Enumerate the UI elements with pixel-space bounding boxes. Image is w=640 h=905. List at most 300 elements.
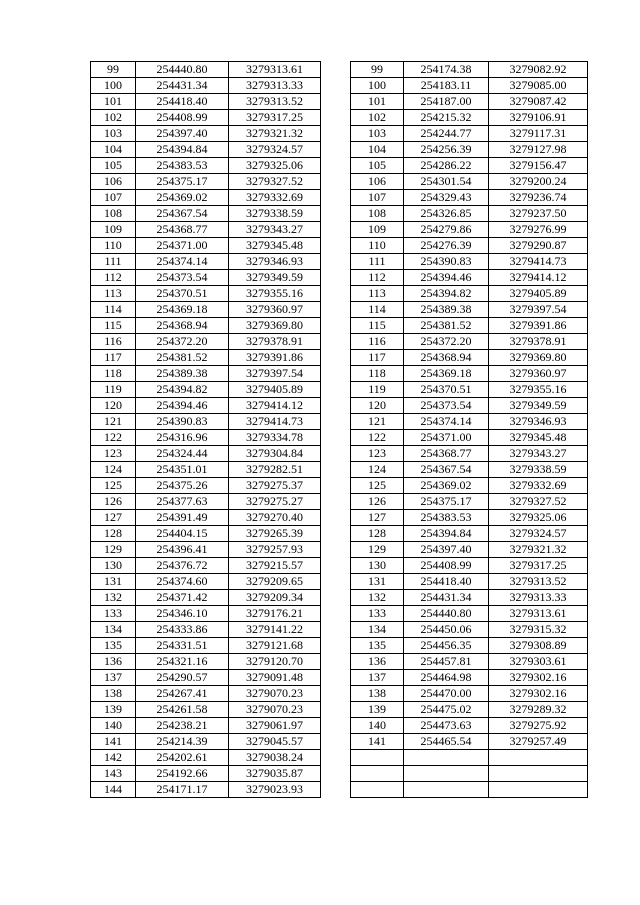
table-row: [351, 238, 588, 254]
x-coordinate-cell: 254473.63: [404, 718, 489, 734]
y-coordinate-cell: 3279327.52: [229, 174, 321, 190]
y-coordinate-cell: 3279321.32: [229, 126, 321, 142]
x-coordinate-cell: 254375.17: [404, 494, 489, 510]
x-coordinate-cell: 254316.96: [136, 430, 229, 446]
y-coordinate-cell: 3279414.73: [229, 414, 321, 430]
point-number-cell: 106: [351, 174, 404, 190]
x-coordinate-cell: 254279.86: [404, 222, 489, 238]
point-number-cell: 126: [351, 494, 404, 510]
y-coordinate-cell: 3279338.59: [229, 206, 321, 222]
y-coordinate-cell: [489, 782, 588, 798]
x-coordinate-cell: 254397.40: [404, 542, 489, 558]
y-coordinate-cell: 3279200.24: [489, 174, 588, 190]
x-coordinate-cell: 254394.82: [136, 382, 229, 398]
point-number-cell: 126: [91, 494, 136, 510]
x-coordinate-cell: 254394.84: [136, 142, 229, 158]
table-row: [91, 734, 321, 750]
x-coordinate-cell: 254369.18: [136, 302, 229, 318]
x-coordinate-cell: 254244.77: [404, 126, 489, 142]
table-row: [91, 462, 321, 478]
x-coordinate-cell: 254326.85: [404, 206, 489, 222]
table-row: [351, 302, 588, 318]
table-row: [351, 622, 588, 638]
y-coordinate-cell: 3279360.97: [489, 366, 588, 382]
x-coordinate-cell: 254371.00: [136, 238, 229, 254]
table-row: [91, 190, 321, 206]
point-number-cell: 111: [91, 254, 136, 270]
x-coordinate-cell: 254396.41: [136, 542, 229, 558]
table-row: [91, 590, 321, 606]
x-coordinate-cell: 254372.20: [136, 334, 229, 350]
x-coordinate-cell: 254394.84: [404, 526, 489, 542]
point-number-cell: 139: [351, 702, 404, 718]
y-coordinate-cell: 3279324.57: [229, 142, 321, 158]
point-number-cell: 120: [351, 398, 404, 414]
x-coordinate-cell: 254321.16: [136, 654, 229, 670]
y-coordinate-cell: 3279035.87: [229, 766, 321, 782]
point-number-cell: 103: [351, 126, 404, 142]
x-coordinate-cell: 254374.14: [404, 414, 489, 430]
point-number-cell: 121: [91, 414, 136, 430]
table-row: [351, 94, 588, 110]
point-number-cell: 138: [351, 686, 404, 702]
table-row: [91, 606, 321, 622]
point-number-cell: 127: [91, 510, 136, 526]
point-number-cell: 118: [351, 366, 404, 382]
x-coordinate-cell: 254333.86: [136, 622, 229, 638]
point-number-cell: 116: [351, 334, 404, 350]
x-coordinate-cell: 254171.17: [136, 782, 229, 798]
x-coordinate-cell: 254256.39: [404, 142, 489, 158]
x-coordinate-cell: 254267.41: [136, 686, 229, 702]
table-row: [91, 334, 321, 350]
point-number-cell: 133: [91, 606, 136, 622]
x-coordinate-cell: 254371.00: [404, 430, 489, 446]
x-coordinate-cell: 254394.46: [136, 398, 229, 414]
point-number-cell: 128: [91, 526, 136, 542]
point-number-cell: 136: [351, 654, 404, 670]
point-number-cell: 136: [91, 654, 136, 670]
table-row: [351, 702, 588, 718]
point-number-cell: 104: [351, 142, 404, 158]
x-coordinate-cell: [404, 782, 489, 798]
y-coordinate-cell: 3279236.74: [489, 190, 588, 206]
x-coordinate-cell: 254390.83: [136, 414, 229, 430]
table-row: [351, 638, 588, 654]
point-number-cell: 112: [91, 270, 136, 286]
table-row: [351, 174, 588, 190]
table-row: [91, 302, 321, 318]
y-coordinate-cell: 3279414.73: [489, 254, 588, 270]
y-coordinate-cell: 3279209.34: [229, 590, 321, 606]
point-number-cell: 110: [351, 238, 404, 254]
point-number-cell: 128: [351, 526, 404, 542]
y-coordinate-cell: 3279345.48: [229, 238, 321, 254]
point-number-cell: 140: [351, 718, 404, 734]
table-row: [91, 702, 321, 718]
y-coordinate-cell: 3279276.99: [489, 222, 588, 238]
point-number-cell: 121: [351, 414, 404, 430]
x-coordinate-cell: 254368.77: [136, 222, 229, 238]
y-coordinate-cell: [489, 766, 588, 782]
table-row: [351, 190, 588, 206]
table-row: [91, 430, 321, 446]
point-number-cell: 112: [351, 270, 404, 286]
point-number-cell: 107: [91, 190, 136, 206]
point-number-cell: 138: [91, 686, 136, 702]
x-coordinate-cell: 254475.02: [404, 702, 489, 718]
point-number-cell: 113: [91, 286, 136, 302]
table-row: [91, 222, 321, 238]
table-row: [91, 622, 321, 638]
point-number-cell: 109: [91, 222, 136, 238]
point-number-cell: 119: [91, 382, 136, 398]
x-coordinate-cell: 254381.52: [404, 318, 489, 334]
x-coordinate-cell: 254457.81: [404, 654, 489, 670]
table-row: [351, 782, 588, 798]
y-coordinate-cell: 3279302.16: [489, 686, 588, 702]
x-coordinate-cell: 254368.77: [404, 446, 489, 462]
point-number-cell: [351, 782, 404, 798]
x-coordinate-cell: 254367.54: [136, 206, 229, 222]
table-row: [91, 174, 321, 190]
y-coordinate-cell: 3279038.24: [229, 750, 321, 766]
table-row: [91, 398, 321, 414]
table-row: [351, 462, 588, 478]
table-row: [351, 558, 588, 574]
y-coordinate-cell: 3279345.48: [489, 430, 588, 446]
x-coordinate-cell: 254373.54: [404, 398, 489, 414]
y-coordinate-cell: 3279082.92: [489, 62, 588, 78]
table-row: [91, 526, 321, 542]
x-coordinate-cell: 254440.80: [404, 606, 489, 622]
y-coordinate-cell: 3279289.32: [489, 702, 588, 718]
point-number-cell: [351, 766, 404, 782]
point-number-cell: 133: [351, 606, 404, 622]
y-coordinate-cell: 3279349.59: [489, 398, 588, 414]
point-number-cell: [351, 750, 404, 766]
table-row: [351, 158, 588, 174]
y-coordinate-cell: 3279091.48: [229, 670, 321, 686]
y-coordinate-cell: 3279121.68: [229, 638, 321, 654]
x-coordinate-cell: 254369.18: [404, 366, 489, 382]
table-row: [351, 430, 588, 446]
coordinates-table-right: [350, 61, 588, 798]
x-coordinate-cell: 254369.02: [136, 190, 229, 206]
y-coordinate-cell: 3279290.87: [489, 238, 588, 254]
y-coordinate-cell: 3279405.89: [229, 382, 321, 398]
x-coordinate-cell: 254375.17: [136, 174, 229, 190]
y-coordinate-cell: 3279405.89: [489, 286, 588, 302]
y-coordinate-cell: 3279313.61: [229, 62, 321, 78]
y-coordinate-cell: 3279302.16: [489, 670, 588, 686]
table-row: [91, 270, 321, 286]
coordinates-table-right-body: [351, 62, 588, 798]
point-number-cell: 123: [351, 446, 404, 462]
table-row: [351, 766, 588, 782]
y-coordinate-cell: 3279332.69: [489, 478, 588, 494]
x-coordinate-cell: 254408.99: [136, 110, 229, 126]
table-row: [351, 750, 588, 766]
point-number-cell: 144: [91, 782, 136, 798]
table-row: [351, 254, 588, 270]
y-coordinate-cell: 3279127.98: [489, 142, 588, 158]
table-row: [91, 750, 321, 766]
y-coordinate-cell: 3279391.86: [229, 350, 321, 366]
x-coordinate-cell: 254174.38: [404, 62, 489, 78]
y-coordinate-cell: 3279106.91: [489, 110, 588, 126]
table-row: [351, 526, 588, 542]
x-coordinate-cell: [404, 766, 489, 782]
x-coordinate-cell: 254374.14: [136, 254, 229, 270]
point-number-cell: 108: [351, 206, 404, 222]
y-coordinate-cell: 3279270.40: [229, 510, 321, 526]
table-row: [351, 574, 588, 590]
y-coordinate-cell: 3279397.54: [229, 366, 321, 382]
x-coordinate-cell: 254391.49: [136, 510, 229, 526]
point-number-cell: 105: [91, 158, 136, 174]
x-coordinate-cell: 254383.53: [404, 510, 489, 526]
point-number-cell: 135: [351, 638, 404, 654]
table-row: [91, 350, 321, 366]
x-coordinate-cell: 254183.11: [404, 78, 489, 94]
y-coordinate-cell: 3279346.93: [489, 414, 588, 430]
y-coordinate-cell: 3279313.33: [229, 78, 321, 94]
y-coordinate-cell: 3279070.23: [229, 686, 321, 702]
table-row: [91, 126, 321, 142]
table-row: [351, 398, 588, 414]
x-coordinate-cell: 254375.26: [136, 478, 229, 494]
point-number-cell: 125: [351, 478, 404, 494]
table-row: [351, 206, 588, 222]
x-coordinate-cell: 254431.34: [136, 78, 229, 94]
y-coordinate-cell: 3279343.27: [229, 222, 321, 238]
y-coordinate-cell: 3279391.86: [489, 318, 588, 334]
y-coordinate-cell: 3279141.22: [229, 622, 321, 638]
point-number-cell: 139: [91, 702, 136, 718]
y-coordinate-cell: 3279209.65: [229, 574, 321, 590]
y-coordinate-cell: 3279257.49: [489, 734, 588, 750]
point-number-cell: 142: [91, 750, 136, 766]
point-number-cell: 143: [91, 766, 136, 782]
x-coordinate-cell: 254324.44: [136, 446, 229, 462]
x-coordinate-cell: 254394.46: [404, 270, 489, 286]
x-coordinate-cell: 254369.02: [404, 478, 489, 494]
x-coordinate-cell: 254431.34: [404, 590, 489, 606]
y-coordinate-cell: 3279325.06: [229, 158, 321, 174]
point-number-cell: 115: [91, 318, 136, 334]
point-number-cell: 137: [91, 670, 136, 686]
table-row: [351, 350, 588, 366]
y-coordinate-cell: 3279325.06: [489, 510, 588, 526]
table-row: [91, 142, 321, 158]
x-coordinate-cell: 254367.54: [404, 462, 489, 478]
table-row: [351, 590, 588, 606]
x-coordinate-cell: 254346.10: [136, 606, 229, 622]
table-row: [91, 478, 321, 494]
x-coordinate-cell: 254215.32: [404, 110, 489, 126]
table-row: [351, 670, 588, 686]
point-number-cell: 137: [351, 670, 404, 686]
point-number-cell: 116: [91, 334, 136, 350]
y-coordinate-cell: 3279282.51: [229, 462, 321, 478]
point-number-cell: 115: [351, 318, 404, 334]
point-number-cell: 117: [351, 350, 404, 366]
table-row: [91, 766, 321, 782]
table-row: [351, 286, 588, 302]
x-coordinate-cell: 254376.72: [136, 558, 229, 574]
point-number-cell: 131: [351, 574, 404, 590]
x-coordinate-cell: 254187.00: [404, 94, 489, 110]
y-coordinate-cell: 3279304.84: [229, 446, 321, 462]
x-coordinate-cell: 254286.22: [404, 158, 489, 174]
y-coordinate-cell: 3279346.93: [229, 254, 321, 270]
table-row: [91, 782, 321, 798]
x-coordinate-cell: 254470.00: [404, 686, 489, 702]
x-coordinate-cell: 254238.21: [136, 718, 229, 734]
table-row: [351, 382, 588, 398]
x-coordinate-cell: 254374.60: [136, 574, 229, 590]
y-coordinate-cell: 3279117.31: [489, 126, 588, 142]
table-row: [91, 574, 321, 590]
y-coordinate-cell: 3279355.16: [229, 286, 321, 302]
y-coordinate-cell: 3279308.89: [489, 638, 588, 654]
x-coordinate-cell: 254394.82: [404, 286, 489, 302]
x-coordinate-cell: 254331.51: [136, 638, 229, 654]
y-coordinate-cell: 3279313.52: [489, 574, 588, 590]
x-coordinate-cell: 254276.39: [404, 238, 489, 254]
table-row: [351, 110, 588, 126]
table-row: [91, 78, 321, 94]
y-coordinate-cell: 3279275.92: [489, 718, 588, 734]
point-number-cell: 129: [351, 542, 404, 558]
point-number-cell: 106: [91, 174, 136, 190]
y-coordinate-cell: 3279397.54: [489, 302, 588, 318]
point-number-cell: 99: [351, 62, 404, 78]
y-coordinate-cell: 3279338.59: [489, 462, 588, 478]
x-coordinate-cell: 254390.83: [404, 254, 489, 270]
table-row: [351, 606, 588, 622]
x-coordinate-cell: 254381.52: [136, 350, 229, 366]
y-coordinate-cell: 3279324.57: [489, 526, 588, 542]
y-coordinate-cell: 3279215.57: [229, 558, 321, 574]
y-coordinate-cell: 3279070.23: [229, 702, 321, 718]
y-coordinate-cell: 3279303.61: [489, 654, 588, 670]
x-coordinate-cell: 254351.01: [136, 462, 229, 478]
point-number-cell: 109: [351, 222, 404, 238]
point-number-cell: 135: [91, 638, 136, 654]
x-coordinate-cell: 254373.54: [136, 270, 229, 286]
point-number-cell: 129: [91, 542, 136, 558]
y-coordinate-cell: 3279327.52: [489, 494, 588, 510]
point-number-cell: 118: [91, 366, 136, 382]
y-coordinate-cell: 3279257.93: [229, 542, 321, 558]
y-coordinate-cell: 3279045.57: [229, 734, 321, 750]
x-coordinate-cell: 254370.51: [136, 286, 229, 302]
x-coordinate-cell: 254372.20: [404, 334, 489, 350]
coordinates-table-left-body: [91, 62, 321, 798]
table-row: [351, 718, 588, 734]
point-number-cell: 120: [91, 398, 136, 414]
table-row: [351, 78, 588, 94]
point-number-cell: 124: [91, 462, 136, 478]
y-coordinate-cell: 3279120.70: [229, 654, 321, 670]
x-coordinate-cell: 254389.38: [404, 302, 489, 318]
y-coordinate-cell: 3279237.50: [489, 206, 588, 222]
x-coordinate-cell: 254465.54: [404, 734, 489, 750]
table-row: [91, 158, 321, 174]
y-coordinate-cell: 3279378.91: [489, 334, 588, 350]
point-number-cell: 119: [351, 382, 404, 398]
table-row: [351, 62, 588, 78]
point-number-cell: 130: [351, 558, 404, 574]
point-number-cell: 122: [91, 430, 136, 446]
point-number-cell: 111: [351, 254, 404, 270]
y-coordinate-cell: 3279265.39: [229, 526, 321, 542]
y-coordinate-cell: 3279315.32: [489, 622, 588, 638]
y-coordinate-cell: 3279313.61: [489, 606, 588, 622]
y-coordinate-cell: 3279085.00: [489, 78, 588, 94]
y-coordinate-cell: 3279334.78: [229, 430, 321, 446]
table-row: [91, 382, 321, 398]
table-row: [91, 686, 321, 702]
y-coordinate-cell: 3279414.12: [489, 270, 588, 286]
table-row: [351, 270, 588, 286]
coordinates-table-left: [90, 61, 321, 798]
x-coordinate-cell: 254192.66: [136, 766, 229, 782]
table-row: [351, 126, 588, 142]
x-coordinate-cell: 254301.54: [404, 174, 489, 190]
table-row: [91, 558, 321, 574]
point-number-cell: 117: [91, 350, 136, 366]
table-row: [91, 318, 321, 334]
x-coordinate-cell: 254371.42: [136, 590, 229, 606]
y-coordinate-cell: 3279414.12: [229, 398, 321, 414]
y-coordinate-cell: 3279275.27: [229, 494, 321, 510]
table-row: [91, 542, 321, 558]
point-number-cell: 122: [351, 430, 404, 446]
point-number-cell: 101: [351, 94, 404, 110]
point-number-cell: 107: [351, 190, 404, 206]
y-coordinate-cell: 3279313.33: [489, 590, 588, 606]
point-number-cell: 114: [351, 302, 404, 318]
y-coordinate-cell: 3279061.97: [229, 718, 321, 734]
y-coordinate-cell: 3279332.69: [229, 190, 321, 206]
point-number-cell: 134: [351, 622, 404, 638]
point-number-cell: 103: [91, 126, 136, 142]
table-row: [351, 366, 588, 382]
table-row: [351, 478, 588, 494]
y-coordinate-cell: 3279369.80: [229, 318, 321, 334]
x-coordinate-cell: [404, 750, 489, 766]
x-coordinate-cell: 254202.61: [136, 750, 229, 766]
table-row: [351, 494, 588, 510]
y-coordinate-cell: 3279360.97: [229, 302, 321, 318]
table-row: [351, 734, 588, 750]
table-row: [91, 62, 321, 78]
table-row: [351, 334, 588, 350]
table-row: [91, 494, 321, 510]
x-coordinate-cell: 254418.40: [136, 94, 229, 110]
point-number-cell: 134: [91, 622, 136, 638]
x-coordinate-cell: 254383.53: [136, 158, 229, 174]
table-row: [351, 686, 588, 702]
table-row: [351, 654, 588, 670]
x-coordinate-cell: 254440.80: [136, 62, 229, 78]
x-coordinate-cell: 254368.94: [136, 318, 229, 334]
y-coordinate-cell: 3279343.27: [489, 446, 588, 462]
point-number-cell: 108: [91, 206, 136, 222]
